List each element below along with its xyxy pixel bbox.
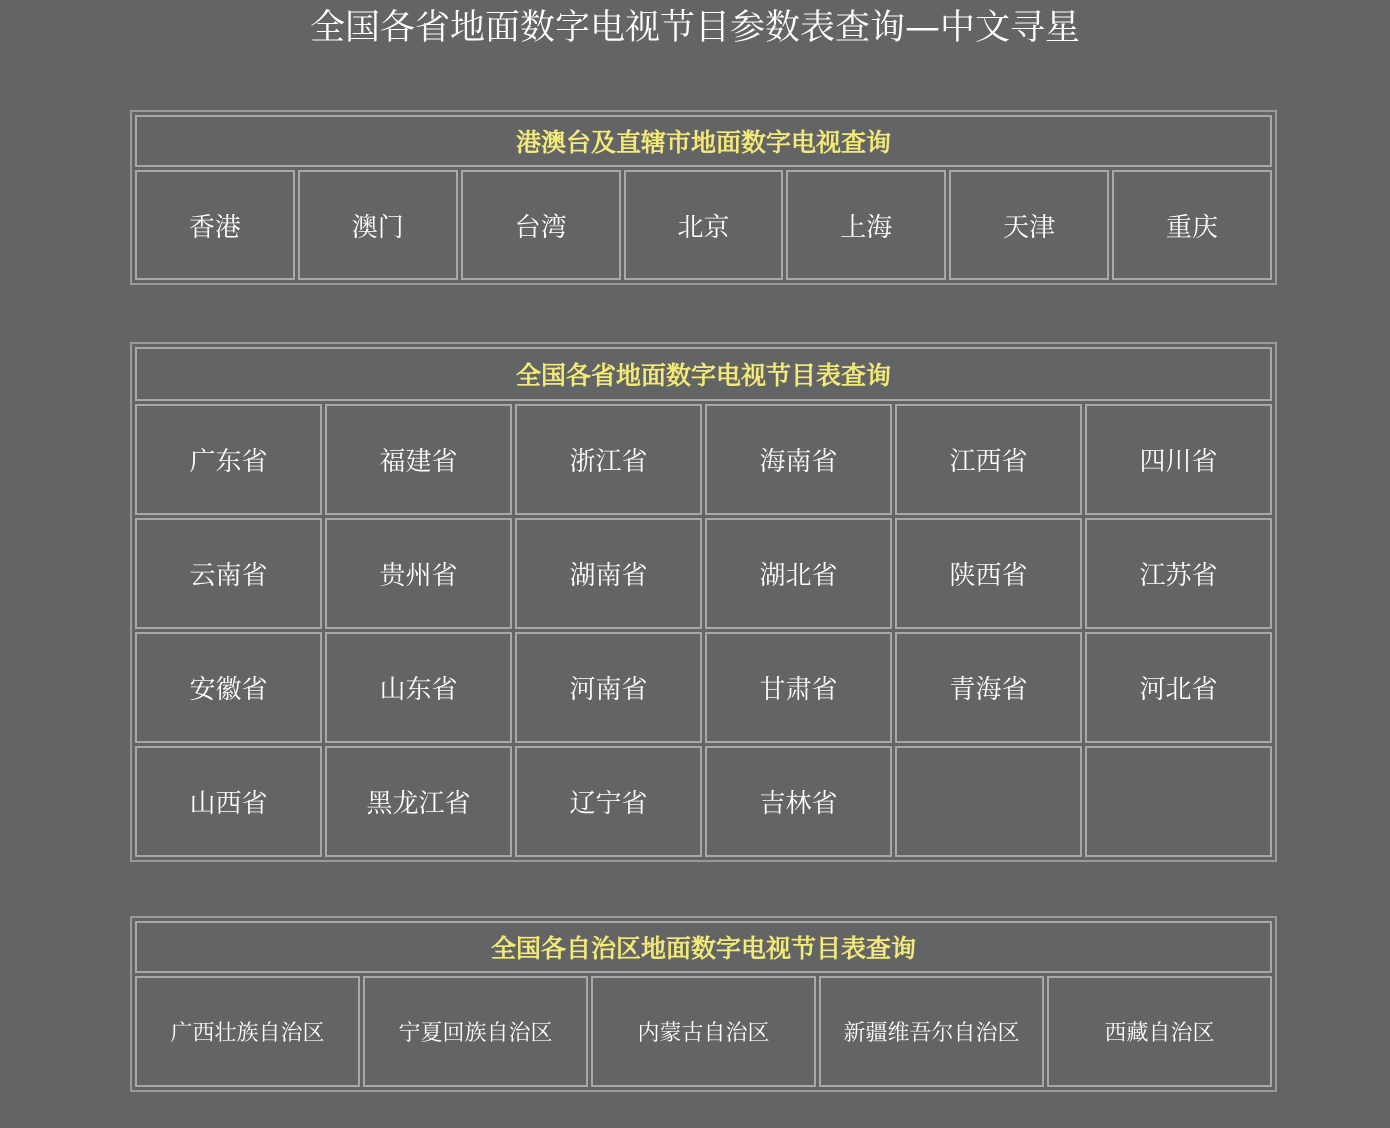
province-link[interactable]: 安徽省	[135, 632, 322, 743]
province-link[interactable]: 福建省	[325, 404, 512, 515]
region-link-hongkong[interactable]: 香港	[135, 170, 295, 280]
empty-cell	[1085, 746, 1272, 857]
special-regions-panel	[130, 110, 1277, 285]
autonomous-region-link-xinjiang[interactable]: 新疆维吾尔自治区	[819, 976, 1044, 1087]
province-link[interactable]: 海南省	[705, 404, 892, 515]
region-link-taiwan[interactable]: 台湾	[461, 170, 621, 280]
province-link[interactable]: 山东省	[325, 632, 512, 743]
autonomous-regions-panel	[130, 916, 1277, 1092]
autonomous-region-link-xizang[interactable]: 西藏自治区	[1047, 976, 1272, 1087]
special-regions-header: 港澳台及直辖市地面数字电视查询	[135, 115, 1272, 167]
region-link-tianjin[interactable]: 天津	[949, 170, 1109, 280]
province-link[interactable]: 黑龙江省	[325, 746, 512, 857]
provinces-panel	[130, 342, 1277, 862]
province-link[interactable]: 云南省	[135, 518, 322, 629]
empty-cell	[895, 746, 1082, 857]
province-link[interactable]: 浙江省	[515, 404, 702, 515]
province-link[interactable]: 河北省	[1085, 632, 1272, 743]
province-link[interactable]: 山西省	[135, 746, 322, 857]
province-link[interactable]: 广东省	[135, 404, 322, 515]
region-link-shanghai[interactable]: 上海	[786, 170, 946, 280]
region-link-beijing[interactable]: 北京	[624, 170, 784, 280]
autonomous-region-link-neimenggu[interactable]: 内蒙古自治区	[591, 976, 816, 1087]
autonomous-region-link-guangxi[interactable]: 广西壮族自治区	[135, 976, 360, 1087]
province-link[interactable]: 青海省	[895, 632, 1082, 743]
page-title: 全国各省地面数字电视节目参数表查询—中文寻星	[309, 8, 1080, 48]
region-link-chongqing[interactable]: 重庆	[1112, 170, 1272, 280]
autonomous-region-link-ningxia[interactable]: 宁夏回族自治区	[363, 976, 588, 1087]
province-link[interactable]: 四川省	[1085, 404, 1272, 515]
province-link[interactable]: 甘肃省	[705, 632, 892, 743]
province-link[interactable]: 湖南省	[515, 518, 702, 629]
province-link[interactable]: 吉林省	[705, 746, 892, 857]
autonomous-regions-header: 全国各自治区地面数字电视节目表查询	[135, 921, 1272, 973]
provinces-header: 全国各省地面数字电视节目表查询	[135, 347, 1272, 401]
province-link[interactable]: 湖北省	[705, 518, 892, 629]
province-link[interactable]: 江苏省	[1085, 518, 1272, 629]
region-link-macau[interactable]: 澳门	[298, 170, 458, 280]
province-link[interactable]: 陕西省	[895, 518, 1082, 629]
province-link[interactable]: 辽宁省	[515, 746, 702, 857]
province-link[interactable]: 河南省	[515, 632, 702, 743]
province-link[interactable]: 贵州省	[325, 518, 512, 629]
province-link[interactable]: 江西省	[895, 404, 1082, 515]
